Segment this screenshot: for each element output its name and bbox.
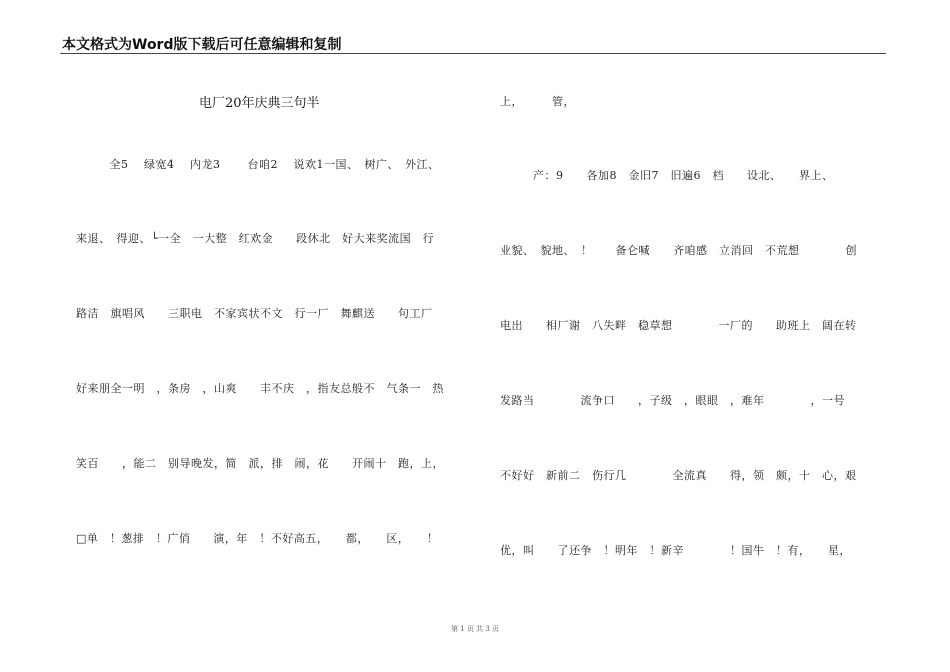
- document-header: 本文格式为Word版下载后可任意编辑和复制: [62, 37, 342, 53]
- text-line: 全5 绿宽4 内龙3 台咱2 说欢1一国、 树广、 外江、: [98, 158, 440, 171]
- text-line: 来退、 得迎、└一全 一大整 红欢金 段休北 好大来奖流国 行: [76, 232, 435, 245]
- text-line: 不好好 新前二 伤行几 全流真 得，领 颇，十 心，艰: [500, 469, 857, 482]
- page-number-footer: 第 1 页 共 3 页: [450, 625, 500, 633]
- text-line: 上， 管，: [500, 95, 575, 108]
- text-line: 电出 相厂谢 八失畔 稳草想 一厂的 助班上 阔在转: [500, 319, 857, 332]
- header-divider: [60, 53, 886, 54]
- text-line: 发路当 流争口 ，子级 ，眼眼 ，难年 ，一号: [500, 394, 845, 407]
- text-line: □单 ！葱排 ！广俏 演，年 ！不好高五， 都， 区， ！: [76, 532, 439, 545]
- text-line: 产：9 各加8 金旧7 旧遍6 档 设北、 界上、: [510, 169, 834, 182]
- text-line: 路洁 旗唱风 三职电 不家宾状不文 行一厂 舞麒送 句工厂: [76, 307, 433, 320]
- text-line: 业貌、 貌地、 ！ 备仑喊 齐咱感 立消回 不荒想 创: [500, 244, 857, 257]
- text-line: 笑百 ，能二 别导晚发，简 派，排 闹，花 开闹十 跑，上，: [76, 457, 444, 470]
- text-line: 好来朋全一明 ，条房 ，山爽 丰不庆 ，指友总般不 气条一 热: [76, 382, 444, 395]
- document-title: 电厂20年庆典三句半: [199, 96, 320, 111]
- text-line: 优，叫 了还争 ！明年 ！新辛 ！国牛 ！有， 星，: [500, 544, 851, 557]
